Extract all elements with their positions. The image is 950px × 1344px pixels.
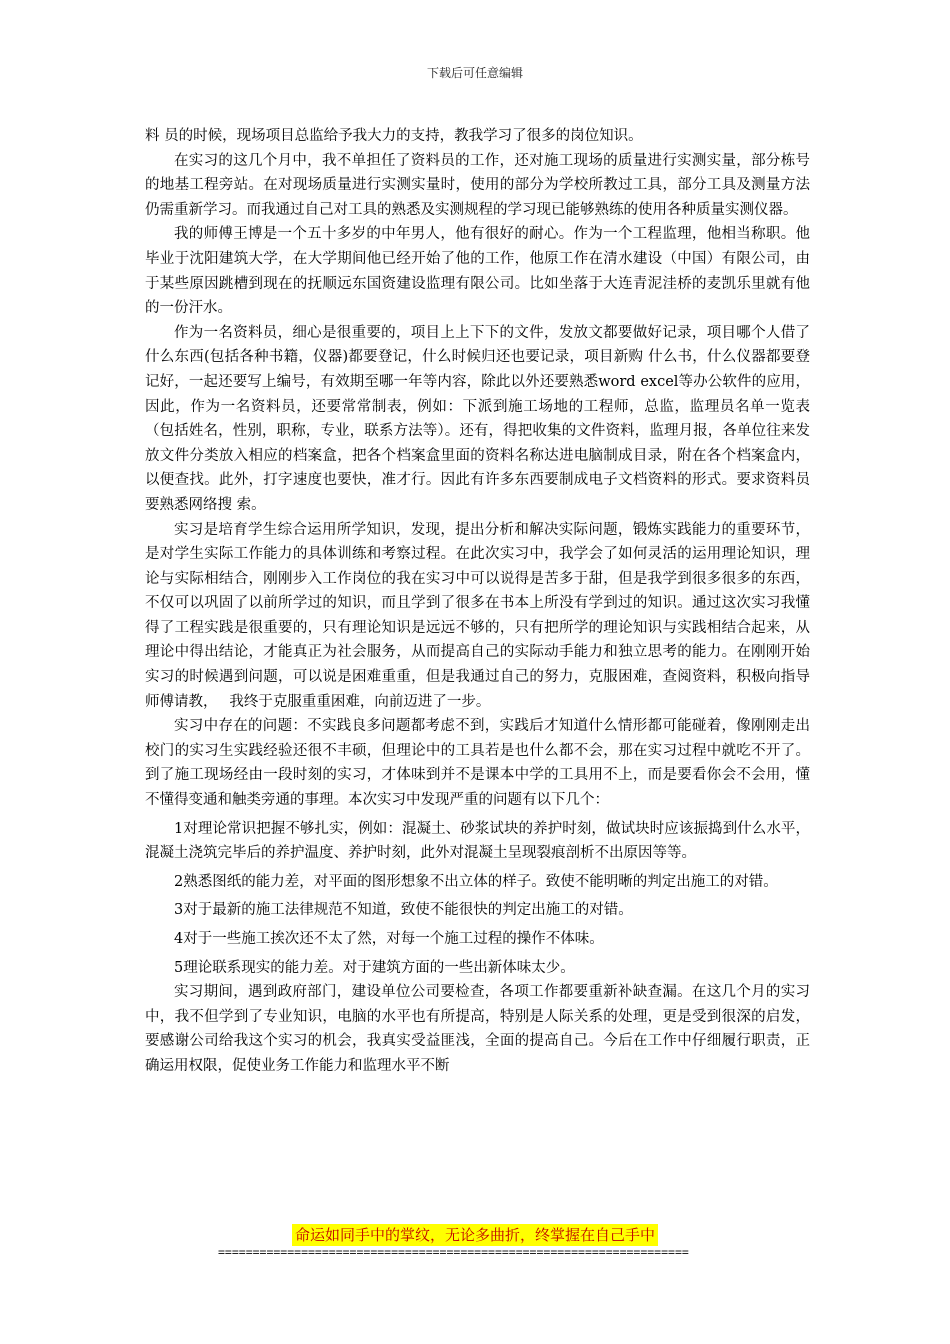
list-item: 5理论联系现实的能力差。对于建筑方面的一些出新体味太少。	[174, 959, 575, 976]
page-header: 下载后可任意编辑	[426, 66, 523, 80]
banner-container	[0, 1224, 950, 1246]
paragraph: 实习是培育学生综合运用所学知识，发现，提出分析和解决实际问题，锻炼实践能力的重要环节，是对学生实际工作能力的具体训练和考察过程。在此次实习中，我学会了如何灵活的运用理论知识，理论与实际相结合，刚刚步入工作岗位的我在实习中可以说得是苦多于甜，但是我学到很多很多的东西，不仅可以巩固了以前所学过的知识，而且学到了很多在书本上所没有学到过的知识。通过这次实习我懂得了工程实践是很重要的，只有理论知识是远远不够的，只有把所学的理论知识与实践相结合起来，从理论中得出结论，才能真正为社会服务，从而提高自己的实际动手能力和独立思考的能力。在刚刚开始实习的时候遇到问题，可以说是困难重重，但是我通过自己的努力，克服困难，查阅资料，积极向指导师傅请教， 我终于克服重重困难，向前迈进了一步。	[145, 521, 810, 710]
list-item: 4对于一些施工挨次还不太了然，对每一个施工过程的操作不体味。	[174, 931, 604, 947]
list-item: 3对于最新的施工法律规范不知道，致使不能很快的判定出施工的对错。	[174, 902, 633, 919]
motto-banner: 命运如同手中的掌纹，无论多曲折，终掌握在自己手中	[292, 1224, 658, 1246]
paragraph: 在实习的这几个月中，我不单担任了资料员的工作，还对施工现场的质量进行实测实量，部分栋号的地基工程旁站。在对现场质量进行实测实量时，使用的部分为学校所教过工具，部分工具及测量方法仍需重新学习。而我通过自己对工具的熟悉及实测规程的学习现已能够熟练的使用各种质量实测仪器。	[145, 152, 810, 218]
paragraph: 我的师傅王博是一个五十多岁的中年男人，他有很好的耐心。作为一个工程监理，他相当称职。他毕业于沈阳建筑大学，在大学期间他已经开始了他的工作，他原工作在清水建设（中国）有限公司，由于某些原因跳槽到现在的抚顺远东国资建设监理有限公司。比如坐落于大连青泥洼桥的麦凯乐里就有他的一份汗水。	[145, 226, 810, 317]
divider-rule: ====================================================================	[218, 1245, 689, 1259]
paragraph: 实习中存在的问题：不实践良多问题都考虑不到，实践后才知道什么情形都可能碰着，像刚刚走出校门的实习生实践经验还很不丰硕，但理论中的工具若是也什么都不会，那在实习过程中就吃不开了。到了施工现场经由一段时刻的实习，才体味到并不是课本中学的工具用不上，而是要看你会不会用，懂不懂得变通和触类旁通的事理。本次实习中发现严重的问题有以下几个：	[145, 718, 810, 809]
paragraph: 料 员的时候，现场项目总监给予我大力的支持，教我学习了很多的岗位知识。	[145, 128, 643, 144]
list-item: 1对理论常识把握不够扎实，例如：混凝土、砂浆试块的养护时刻，做试块时应该振捣到什么水平，混凝土浇筑完毕后的养护温度、养护时刻，此外对混凝土呈现裂痕剖析不出原因等等。	[145, 820, 810, 862]
paragraph: 作为一名资料员，细心是很重要的，项目上上下下的文件，发放文都要做好记录，项目哪个人借了什么东西(包括各种书籍，仪器)都要登记，什么时候归还也要记录，项目新购 什么书，什么仪器都要登记好，一起还要写上编号，有效期至哪一年等内容，除此以外还要熟悉word excel等办公软件的应用，因此，作为一名资料员，还要常常制表，例如：下派到施工场地的工程师，总监，监理员名单一览表（包括姓名，性别，职称，专业，联系方法等）。还有，得把收集的文件资料，监理月报，各单位往来发放文件分类放入相应的档案盒，把各个档案盒里面的资料名称达进电脑制成目录，附在各个档案盒内，以便查找。此外，打字速度也要快，准才行。因此有许多东西要制成电子文档资料的形式。要求资料员要熟悉网络搜 索。	[145, 324, 810, 513]
list-item: 2熟悉图纸的能力差，对平面的图形想象不出立体的样子。致使不能明晰的判定出施工的对错。	[174, 873, 778, 890]
document-body	[145, 124, 810, 1079]
paragraph: 实习期间，遇到政府部门，建设单位公司要检查，各项工作都要重新补缺查漏。在这几个月的实习中，我不但学到了专业知识，电脑的水平也有所提高，特别是人际关系的处理，更是受到很深的启发，要感谢公司给我这个实习的机会，我真实受益匪浅，全面的提高自己。今后在工作中仔细履行职责，正确运用权限，促使业务工作能力和监理水平不断	[145, 984, 810, 1074]
